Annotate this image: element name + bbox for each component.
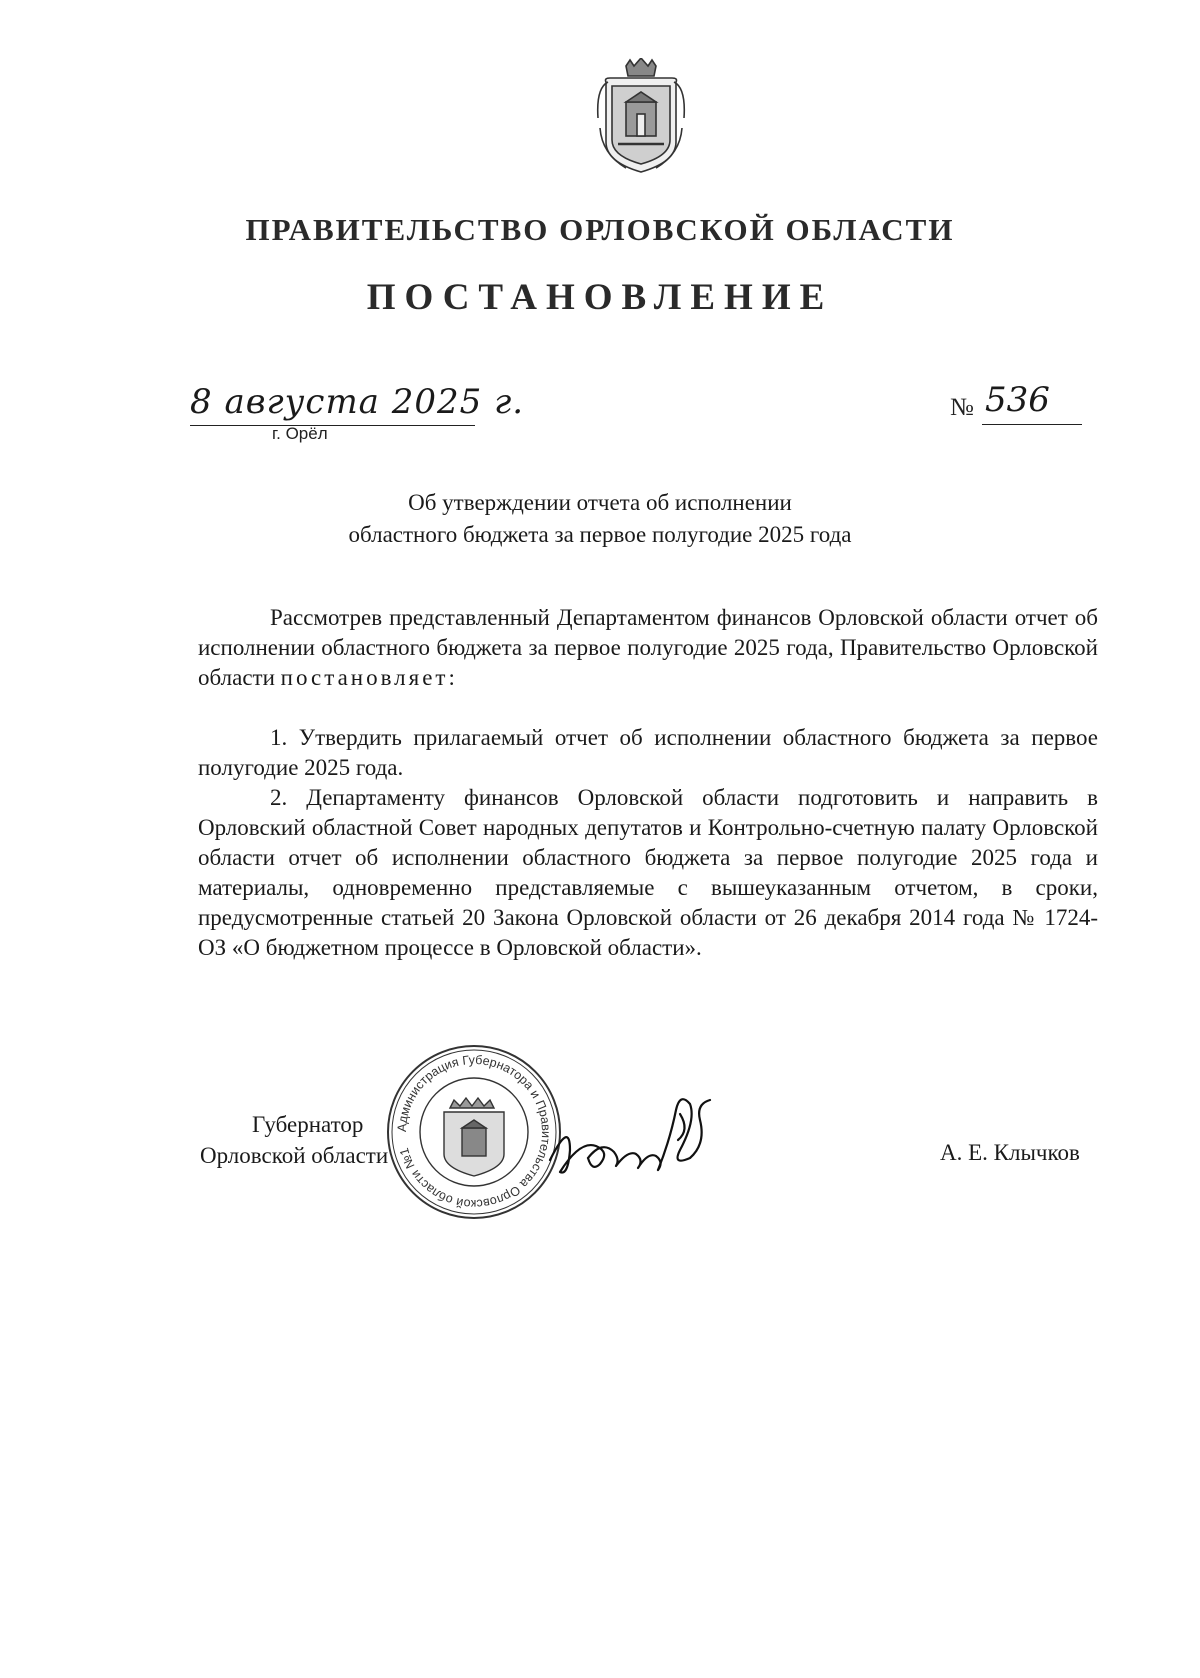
preamble-resolves: постановляет: [280,665,458,690]
subject-line-1: Об утверждении отчета об исполнении [408,490,792,515]
subject-line-2: областного бюджета за первое полугодие 2025 года [348,522,852,547]
item-2-paragraph: 2. Департаменту финансов Орловской области подготовить и направить в Орловский областной Совет народных депутатов и Контрольно-счетную палату Орловской области отчет об исполнении областного бюджета за первое полугодие 2025 года и материалы, одновременно представляемые с вышеуказанным отчетом, в сроки, предусмотренные статьей 20 Закона Орловской области от 26 декабря 2014 года № 1724-ОЗ «О бюджетном процессе в Орловской области». [198,785,1098,960]
signatory-title-line-1: Губернатор [252,1112,364,1137]
preamble-text: Рассмотрев представленный Департаментом финансов Орловской области отчет об исполнении областного бюджета за первое полугодие 2025 года, Правительство Орловской области [198,605,1098,690]
item-1-paragraph: 1. Утвердить прилагаемый отчет об исполнении областного бюджета за первое полугодие 2025 года. [198,725,1098,780]
date-underline [190,425,475,426]
document-subject [0,487,1200,551]
organization-title: ПРАВИТЕЛЬСТВО ОРЛОВСКОЙ ОБЛАСТИ [245,212,955,247]
orel-region-coat-of-arms-icon [596,58,686,174]
handwritten-date: 8 августа 2025 г. [190,382,525,422]
seal-text: Администрация Губернатора и Правительства Орловской области №1 [394,1052,554,1212]
paragraph-gap [198,693,1098,723]
number-label: № [950,394,974,421]
handwritten-number: 536 [985,380,1050,420]
city-label: г. Орёл [272,424,328,443]
handwritten-signature-icon [540,1080,715,1190]
preamble-paragraph [198,603,1098,693]
document-type-title: ПОСТАНОВЛЕНИЕ [366,277,834,318]
document-body [198,603,1098,963]
number-underline [982,424,1082,425]
signatory-title [200,1109,388,1171]
signatory-name: А. Е. Клычков [940,1140,1080,1165]
official-seal-icon [384,1042,564,1222]
signatory-title-line-2: Орловской области [200,1143,389,1168]
